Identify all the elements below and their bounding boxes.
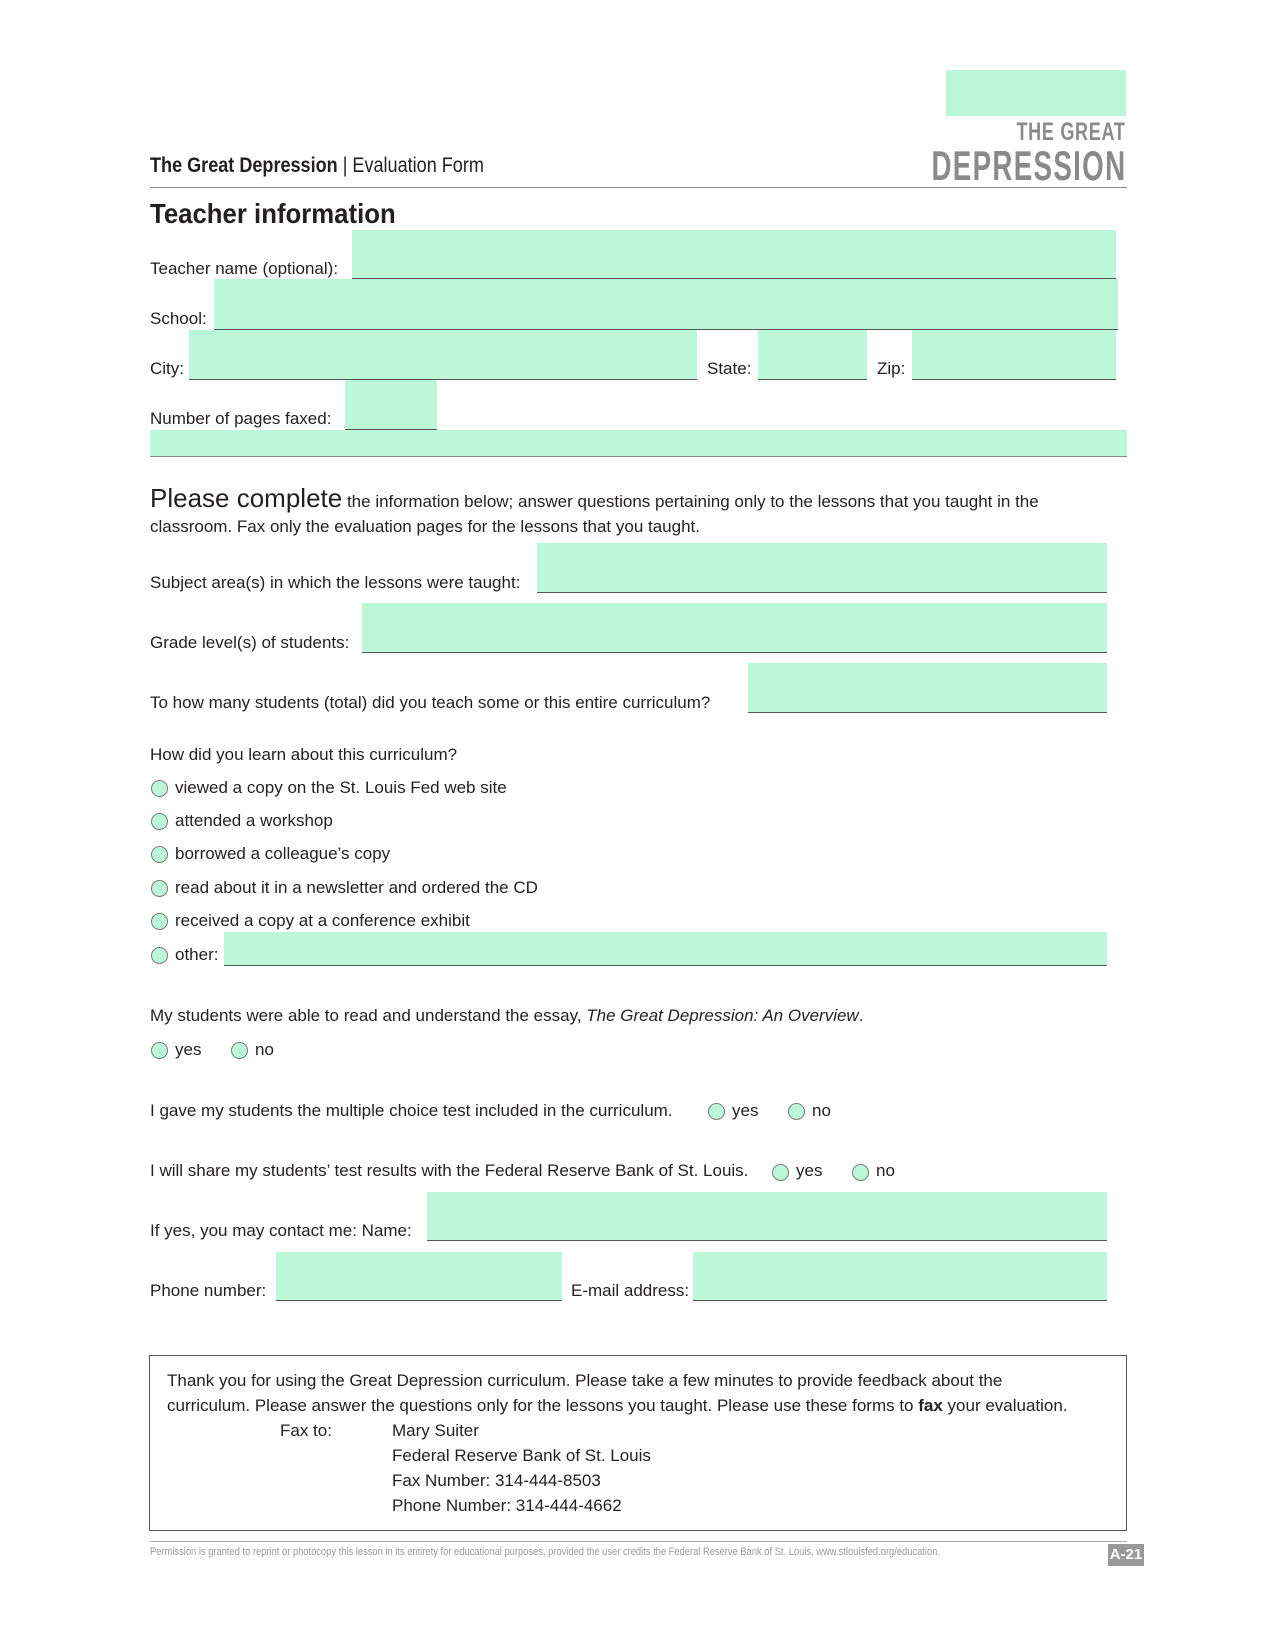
learn-option-other-radio[interactable] — [151, 947, 168, 964]
learn-option-colleague-radio[interactable] — [151, 846, 168, 863]
state-field[interactable] — [758, 330, 867, 379]
essay-question-text: My students were able to read and understand the essay, — [150, 1006, 587, 1025]
phone-underline — [276, 1300, 562, 1301]
great-depression-logo — [931, 118, 1126, 189]
test-yes-radio[interactable] — [708, 1103, 725, 1120]
fax-number: Fax Number: 314-444-8503 — [392, 1471, 601, 1490]
essay-no-radio[interactable] — [231, 1042, 248, 1059]
city-label: City: — [150, 359, 184, 378]
learn-option-workshop-label: attended a workshop — [175, 811, 333, 830]
teacher-name-field[interactable] — [352, 230, 1116, 278]
learn-option-other-label: other: — [175, 945, 219, 964]
learn-option-colleague-label: borrowed a colleague’s copy — [175, 844, 391, 863]
fax-to-label: Fax to: — [280, 1421, 332, 1440]
intro-text: the information below; answer questions pertaining only to the lessons that you taught in the classroom. Fax only the evaluation pages for the lessons that you taught. — [150, 492, 1039, 536]
logo-line1: THE GREAT — [1016, 118, 1126, 146]
subject-area-label: Subject area(s) in which the lessons were taught: — [150, 573, 521, 592]
header-rule — [150, 187, 1127, 188]
email-underline — [693, 1300, 1107, 1301]
student-count-field[interactable] — [748, 663, 1107, 712]
city-underline — [189, 379, 697, 380]
other-source-field[interactable] — [224, 932, 1107, 965]
learn-option-web-radio[interactable] — [151, 780, 168, 797]
essay-question-label — [150, 1006, 863, 1026]
learn-option-newsletter-radio[interactable] — [151, 880, 168, 897]
divider-form-field[interactable] — [150, 430, 1127, 456]
contact-name-field[interactable] — [427, 1192, 1107, 1240]
subject-area-underline — [537, 592, 1107, 593]
header-title-bold: The Great Depression — [150, 154, 338, 177]
zip-label: Zip: — [877, 359, 906, 378]
share-no-label: no — [876, 1161, 895, 1180]
pages-faxed-field[interactable] — [345, 380, 437, 429]
permission-notice: Permission is granted to reprint or photocopy this lesson in its entirety for educational purposes, provided the user credits the Federal Reserve Bank of St. Louis, www.stlouisfed.org/education. — [150, 1546, 940, 1558]
section-title: Teacher information — [150, 198, 396, 229]
intro-emphasis: Please complete — [150, 483, 343, 513]
fax-contact-org: Federal Reserve Bank of St. Louis — [392, 1446, 651, 1465]
page-header-title — [150, 154, 484, 178]
phone-label: Phone number: — [150, 1281, 267, 1300]
learn-option-conference-label: received a copy at a conference exhibit — [175, 911, 470, 930]
school-field[interactable] — [214, 279, 1118, 329]
essay-no-label: no — [255, 1040, 274, 1059]
state-label: State: — [707, 359, 752, 378]
thanks-line1: Thank you for using the Great Depression curriculum. Please take a few minutes to provide feedback about the — [167, 1371, 1003, 1390]
student-count-label: To how many students (total) did you teach some or this entire curriculum? — [150, 693, 711, 712]
thanks-line2 — [167, 1396, 1068, 1416]
grade-level-label: Grade level(s) of students: — [150, 633, 350, 652]
phone-number-text: Phone Number: 314-444-4662 — [392, 1496, 622, 1515]
essay-title: The Great Depression: An Overview — [586, 1006, 859, 1025]
share-yes-label: yes — [796, 1161, 823, 1180]
contact-name-label: If yes, you may contact me: Name: — [150, 1221, 412, 1240]
header-title-sep: | — [337, 154, 353, 177]
page-number: A-21 — [1108, 1544, 1144, 1566]
essay-yes-label: yes — [175, 1040, 202, 1059]
essay-yes-radio[interactable] — [151, 1042, 168, 1059]
student-count-underline — [748, 712, 1107, 713]
subject-area-field[interactable] — [537, 543, 1107, 592]
contact-name-underline — [427, 1240, 1107, 1241]
zip-field[interactable] — [912, 330, 1116, 379]
footer-rule — [150, 1541, 1127, 1542]
phone-field[interactable] — [276, 1252, 562, 1300]
learn-option-web-label: viewed a copy on the St. Louis Fed web site — [175, 778, 507, 797]
email-label: E-mail address: — [571, 1281, 690, 1300]
essay-question-end: . — [858, 1006, 864, 1025]
email-field[interactable] — [693, 1252, 1107, 1300]
test-no-label: no — [812, 1101, 831, 1120]
intro-paragraph — [150, 483, 1100, 539]
share-yes-radio[interactable] — [772, 1164, 789, 1181]
section-divider — [150, 456, 1127, 457]
pages-faxed-label: Number of pages faxed: — [150, 409, 332, 428]
share-question-label: I will share my students’ test results with the Federal Reserve Bank of St. Louis. — [150, 1161, 749, 1180]
other-source-underline — [224, 965, 1107, 966]
learn-option-workshop-radio[interactable] — [151, 813, 168, 830]
test-no-radio[interactable] — [788, 1103, 805, 1120]
learn-option-conference-radio[interactable] — [151, 913, 168, 930]
grade-level-field[interactable] — [362, 603, 1107, 652]
learn-option-newsletter-label: read about it in a newsletter and ordered the CD — [175, 878, 538, 897]
teacher-name-label: Teacher name (optional): — [150, 259, 339, 278]
thanks-line2-bold: fax — [918, 1396, 943, 1415]
thanks-line2-pre: curriculum. Please answer the questions only for the lessons you taught. Please use these forms to — [167, 1396, 919, 1415]
header-form-field[interactable] — [946, 70, 1126, 116]
share-no-radio[interactable] — [852, 1164, 869, 1181]
fax-contact-name: Mary Suiter — [392, 1421, 479, 1440]
thanks-line2-post: your evaluation. — [942, 1396, 1068, 1415]
school-label: School: — [150, 309, 207, 328]
test-yes-label: yes — [732, 1101, 759, 1120]
header-title-rest: Evaluation Form — [352, 154, 484, 177]
zip-underline — [912, 379, 1116, 380]
logo-line2: DEPRESSION — [931, 142, 1126, 189]
learn-question-label: How did you learn about this curriculum? — [150, 745, 458, 764]
grade-level-underline — [362, 652, 1107, 653]
state-underline — [758, 379, 867, 380]
city-field[interactable] — [189, 330, 697, 379]
test-question-label: I gave my students the multiple choice test included in the curriculum. — [150, 1101, 673, 1120]
